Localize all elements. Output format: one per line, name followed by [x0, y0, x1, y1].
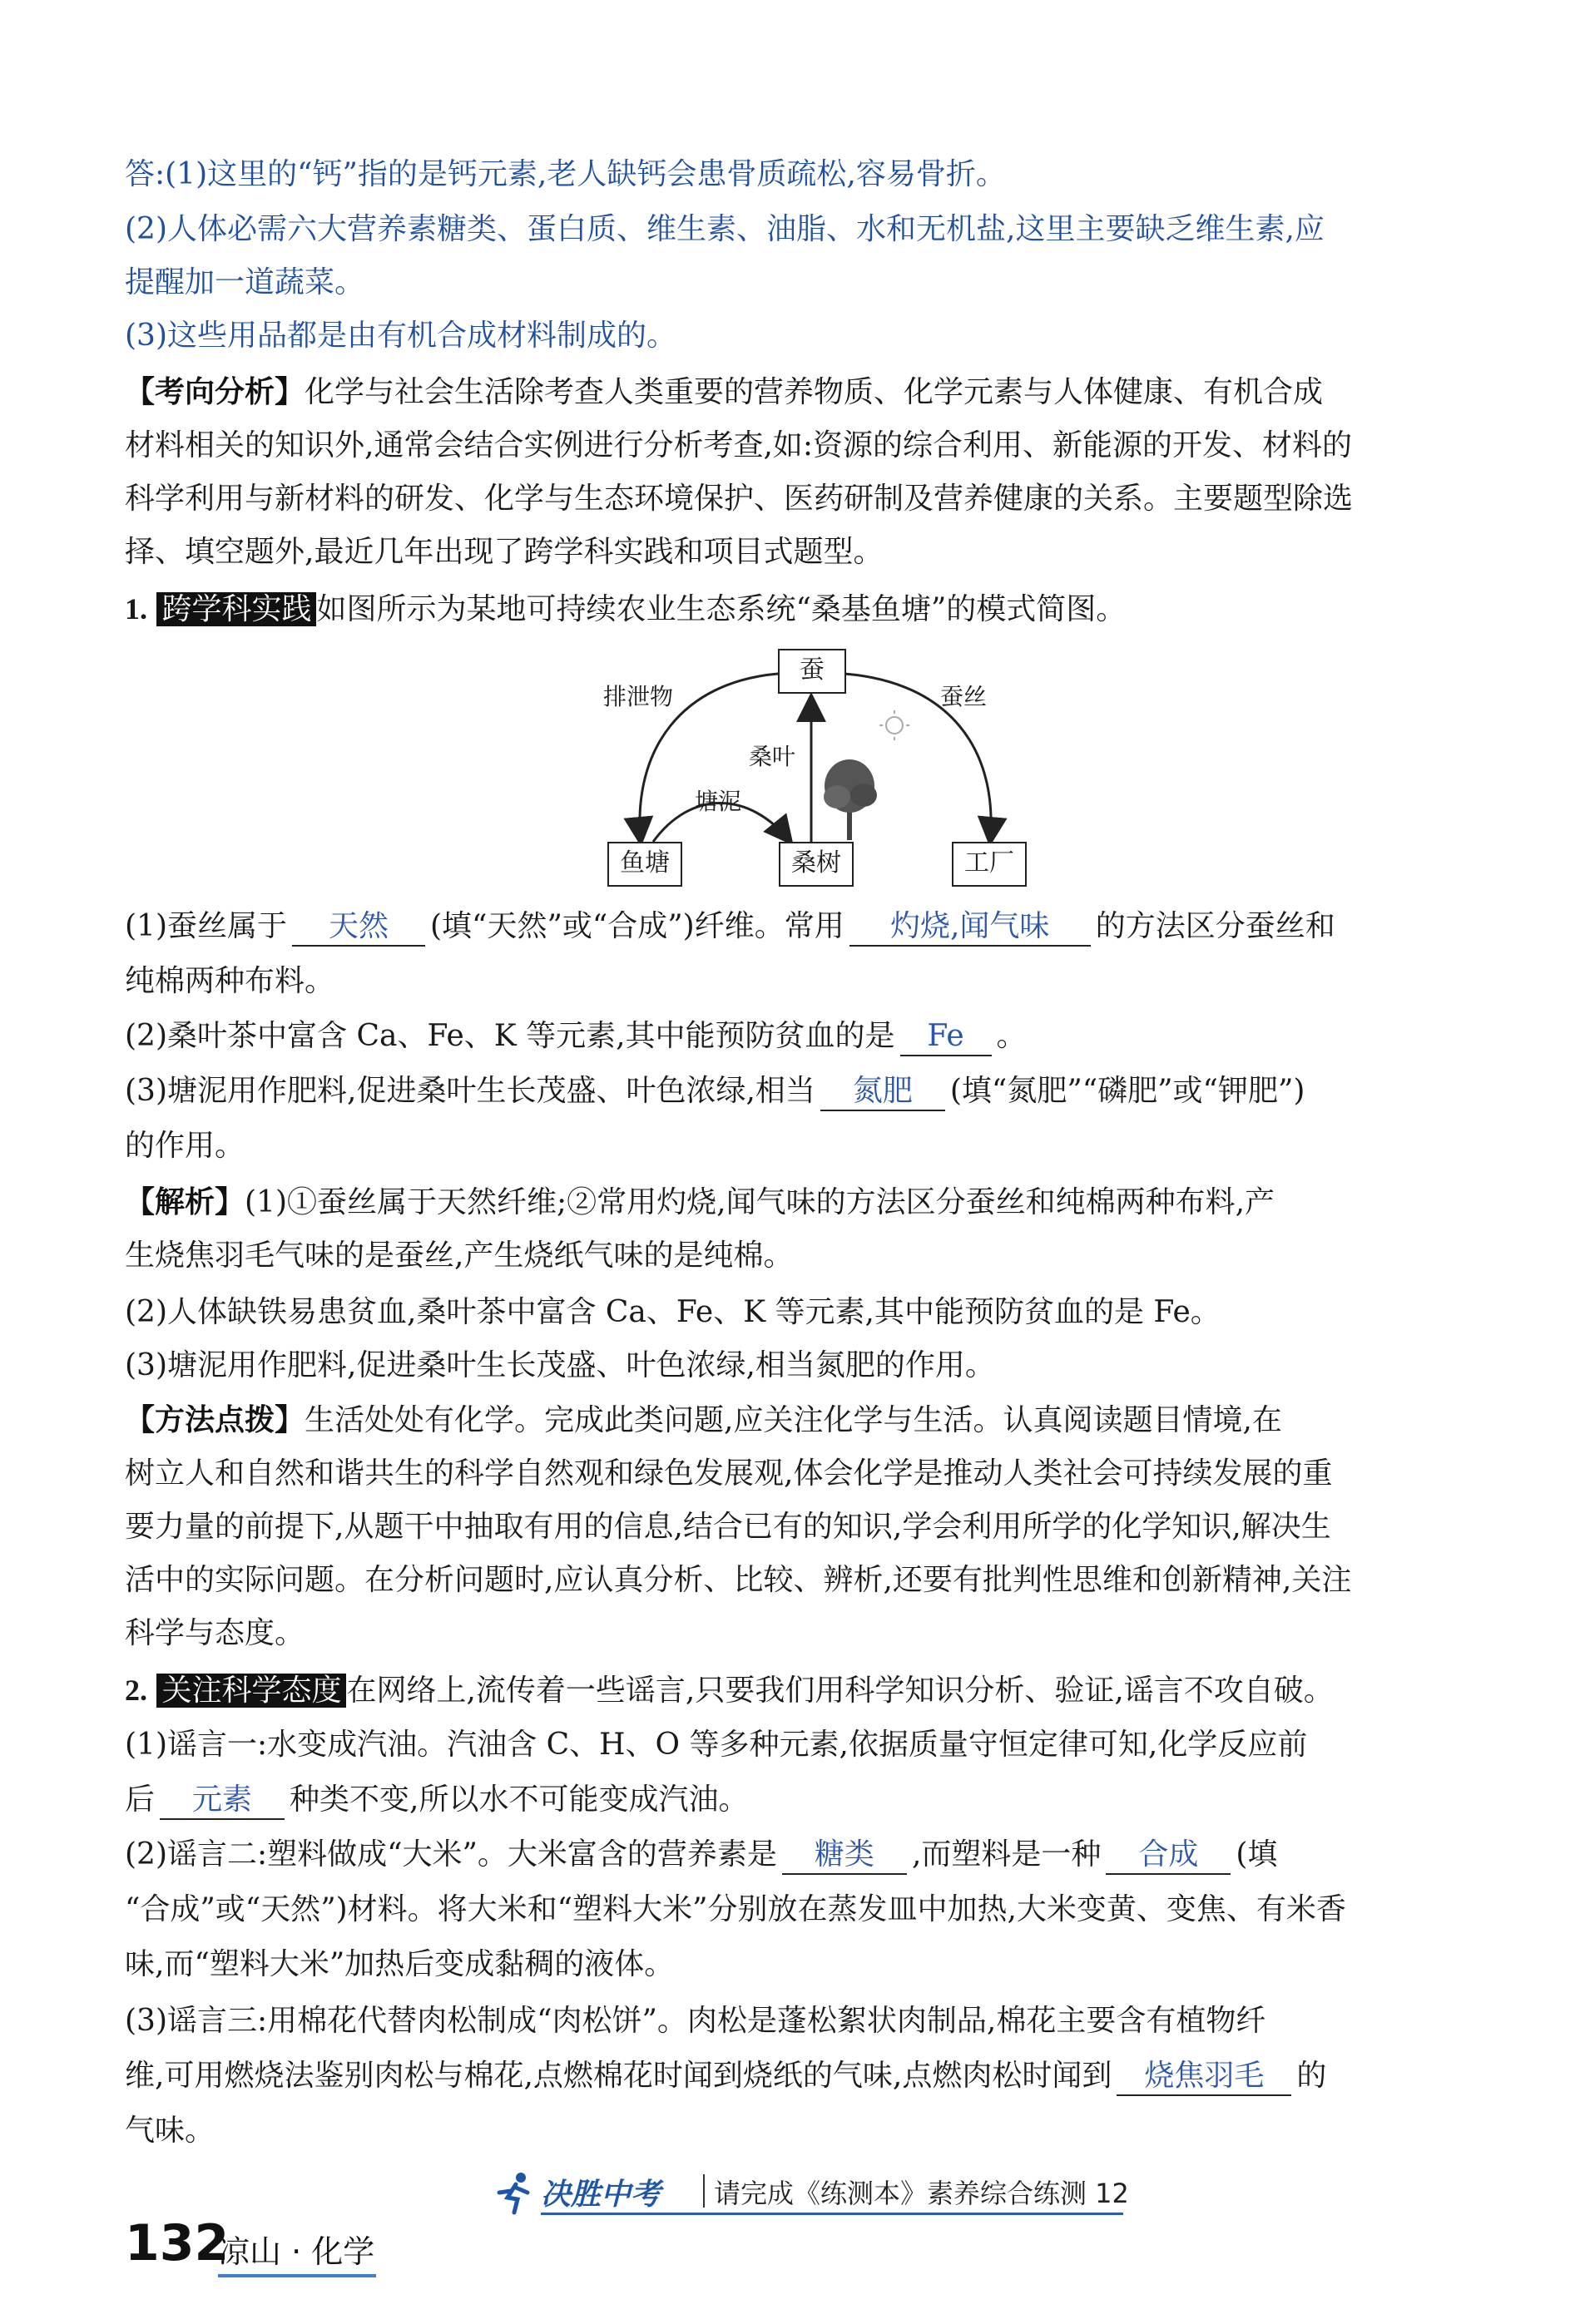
page-subtitle: 凉山 · 化学	[218, 2233, 375, 2270]
mulberry-fishpond-diagram	[582, 649, 1115, 898]
q1-part2-answer: Fe	[900, 1018, 992, 1056]
jiexi-tag: 【解析】	[125, 1185, 245, 1219]
q2-rumor3-text-b: 的	[1296, 2059, 1327, 2093]
analysis-text1: 化学与社会生活除考查人类重要的营养物质、化学元素与人体健康、有机合成	[305, 375, 1324, 409]
jiexi-line1	[125, 1181, 1498, 1224]
method-line1	[125, 1399, 1498, 1442]
q2-number: 2.	[125, 1674, 147, 1707]
method-tag: 【方法点拨】	[125, 1403, 305, 1437]
q2-rumor2-line3: 味,而“塑料大米”加热后变成黏稠的液体。	[125, 1947, 675, 1981]
q2-rumor3-text-a: 维,可用燃烧法鉴别肉松与棉花,点燃棉花时闻到烧纸的气味,点燃肉松时闻到	[125, 2059, 1112, 2093]
q1-part3-line2: 的作用。	[125, 1129, 245, 1163]
analysis-line1	[125, 371, 1498, 414]
method-line4: 活中的实际问题。在分析问题时,应认真分析、比较、辨析,还要有批判性思维和创新精神,关注	[125, 1563, 1352, 1597]
factory-box: 工厂	[952, 842, 1027, 887]
q2-tag: 关注科学态度	[156, 1674, 346, 1708]
sun-icon	[879, 710, 909, 740]
runner-icon	[491, 2169, 537, 2216]
tree-icon	[824, 759, 877, 840]
method-line3: 要力量的前提下,从题干中抽取有用的信息,结合已有的知识,学会利用所学的化学知识,解决生	[125, 1510, 1331, 1544]
q2-rumor1-text-b: 种类不变,所以水不可能变成汽油。	[290, 1783, 749, 1817]
q2-rumor3-line3: 气味。	[125, 2114, 215, 2148]
q2-stem-line	[125, 1669, 1498, 1713]
q1-part3-text-b: (填“氮肥”“磷肥”或“钾肥”)	[949, 1074, 1305, 1108]
q1-part1-text-b: (填“天然”或“合成”)纤维。常用	[430, 909, 844, 943]
q2-rumor2-line2: “合成”或“天然”)材料。将大米和“塑料大米”分别放在蒸发皿中加热,大米变黄、变焦、有米香	[125, 1892, 1346, 1926]
footer-brand: 决胜中考	[541, 2178, 661, 2212]
q2-rumor3-line1: (3)谣言三:用棉花代替肉松制成“肉松饼”。肉松是蓬松絮状肉制品,棉花主要含有植物纤	[125, 2004, 1266, 2038]
method-line5: 科学与态度。	[125, 1616, 305, 1650]
silkworm-box: 蚕	[778, 649, 846, 694]
jiexi-line3: (2)人体缺铁易患贫血,桑叶茶中富含 Ca、Fe、K 等元素,其中能预防贫血的是 Fe。	[125, 1295, 1221, 1329]
q1-part1-line2: 纯棉两种布料。	[125, 964, 335, 998]
footer-separator	[703, 2174, 705, 2208]
analysis-line3: 科学利用与新材料的研发、化学与生态环境保护、医药研制及营养健康的关系。主要题型除选	[125, 482, 1354, 516]
footer-text: 请完成《练测本》素养综合练测 12	[714, 2178, 1129, 2209]
analysis-line2: 材料相关的知识外,通常会结合实例进行分析考查,如:资源的综合利用、新能源的开发、材料的	[125, 428, 1353, 462]
answer-2-line2: 提醒加一道蔬菜。	[125, 265, 365, 299]
analysis-tag: 【考向分析】	[125, 375, 305, 409]
answer-3: (3)这些用品都是由有机合成材料制成的。	[125, 319, 676, 353]
jiexi-line2: 生烧焦羽毛气味的是蚕丝,产生烧纸气味的是纯棉。	[125, 1239, 794, 1273]
q1-part2-text-a: (2)桑叶茶中富含 Ca、Fe、K 等元素,其中能预防贫血的是	[125, 1019, 895, 1053]
q2-rumor2-line1	[125, 1833, 1498, 1877]
label-excrement: 排泄物	[603, 683, 674, 710]
q2-rumor2-text-b: ,而塑料是一种	[911, 1837, 1102, 1872]
fishpond-box: 鱼塘	[607, 842, 682, 887]
q2-stem: 在网络上,流传着一些谣言,只要我们用科学知识分析、验证,谣言不攻自破。	[346, 1674, 1334, 1708]
q1-tag: 跨学科实践	[156, 592, 316, 626]
jiexi-line4: (3)塘泥用作肥料,促进桑叶生长茂盛、叶色浓绿,相当氮肥的作用。	[125, 1348, 995, 1382]
q1-part3-line1	[125, 1070, 1498, 1113]
page-number: 132	[125, 2214, 230, 2272]
q2-rumor2-answer1: 糖类	[782, 1837, 907, 1875]
method-text1: 生活处处有化学。完成此类问题,应关注化学与生活。认真阅读题目情境,在	[305, 1403, 1282, 1437]
q2-rumor1-text-a: 后	[125, 1783, 156, 1817]
q1-part3-answer: 氮肥	[820, 1073, 945, 1111]
q1-part1-answer2: 灼烧,闻气味	[849, 908, 1091, 947]
analysis-line4: 择、填空题外,最近几年出现了跨学科实践和项目式题型。	[125, 535, 884, 569]
footer-underline	[541, 2213, 1123, 2215]
q1-part2-text-b: 。	[996, 1019, 1027, 1053]
label-mud: 塘泥	[695, 788, 742, 815]
q1-part1-text-c: 的方法区分蚕丝和	[1095, 909, 1335, 943]
q1-part3-text-a: (3)塘泥用作肥料,促进桑叶生长茂盛、叶色浓绿,相当	[125, 1074, 815, 1108]
answer-2-line1: (2)人体必需六大营养素糖类、蛋白质、维生素、油脂、水和无机盐,这里主要缺乏维生素,应	[125, 212, 1325, 246]
q1-number: 1.	[125, 592, 147, 626]
q1-part1-line1	[125, 905, 1498, 948]
q2-rumor1-line1: (1)谣言一:水变成汽油。汽油含 C、H、O 等多种元素,依据质量守恒定律可知,化学反应前	[125, 1728, 1308, 1762]
label-silk: 蚕丝	[940, 683, 988, 710]
page-subtitle-underline	[218, 2274, 376, 2277]
method-line2: 树立人和自然和谐共生的科学自然观和绿色发展观,体会化学是推动人类社会可持续发展的重	[125, 1456, 1333, 1491]
q2-rumor1-line2	[125, 1778, 1498, 1822]
footer-banner	[491, 2168, 1140, 2218]
answer-1: 答:(1)这里的“钙”指的是钙元素,老人缺钙会患骨质疏松,容易骨折。	[125, 157, 1006, 191]
q2-rumor2-answer2: 合成	[1106, 1837, 1231, 1875]
q1-part1-answer1: 天然	[292, 908, 425, 947]
q2-rumor2-text-c: (填	[1236, 1837, 1278, 1872]
q1-part1-text-a: (1)蚕丝属于	[125, 909, 287, 943]
label-leaf: 桑叶	[749, 743, 796, 770]
q2-rumor3-answer: 烧焦羽毛	[1117, 2058, 1291, 2096]
q1-stem-line	[125, 587, 1498, 631]
q2-rumor3-line2	[125, 2055, 1498, 2098]
jiexi-text1: (1)①蚕丝属于天然纤维;②常用灼烧,闻气味的方法区分蚕丝和纯棉两种布料,产	[245, 1185, 1275, 1219]
q2-rumor1-answer: 元素	[160, 1782, 285, 1820]
q1-stem: 如图所示为某地可持续农业生态系统“桑基鱼塘”的模式简图。	[316, 592, 1127, 626]
q1-part2	[125, 1015, 1498, 1058]
q2-rumor2-text-a: (2)谣言二:塑料做成“大米”。大米富含的营养素是	[125, 1837, 777, 1872]
mulberry-box: 桑树	[779, 842, 854, 887]
